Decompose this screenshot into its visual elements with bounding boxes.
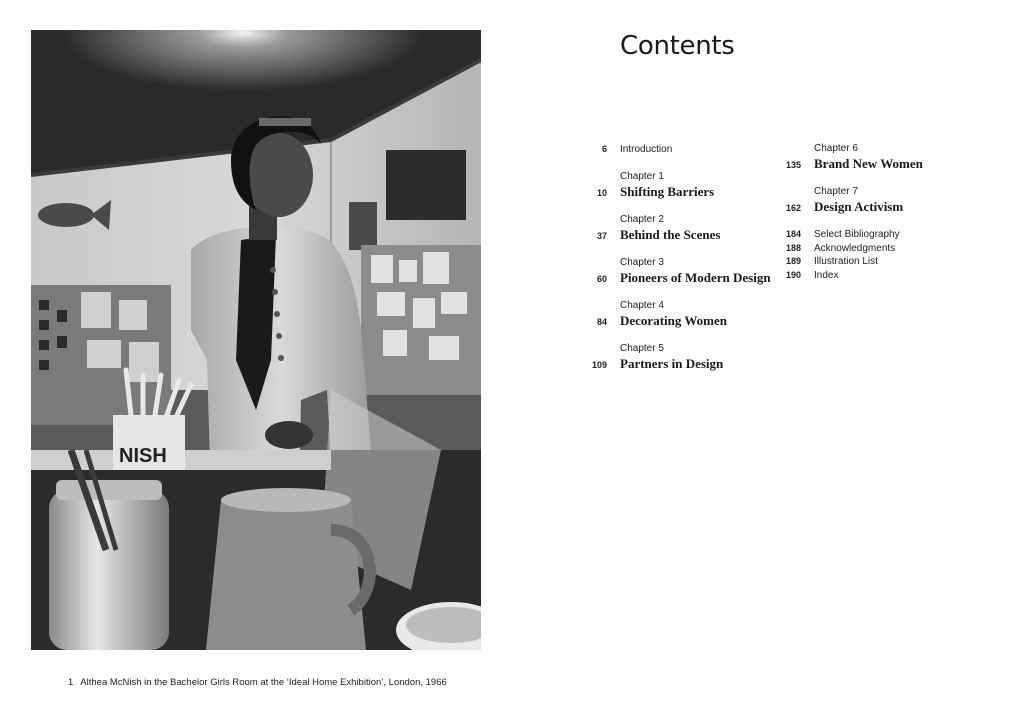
toc-entry-bibliography[interactable] [779,228,979,242]
chapter-kicker: Chapter 7 [814,186,858,197]
toc-page-number: 135 [785,160,801,170]
chapter-title: Design Activism [814,199,904,214]
chapter-kicker: Chapter 5 [620,343,664,354]
chapter-title: Decorating Women [620,313,727,328]
toc-label: Illustration List [814,256,878,267]
toc-page-number: 10 [596,188,607,198]
toc-page-number: 109 [591,360,607,370]
chapter-kicker: Chapter 4 [620,300,664,311]
toc-page-number: 60 [596,274,607,284]
page-title: Contents [620,31,735,61]
toc-page-number: 188 [785,242,801,253]
chapter-title: Behind the Scenes [620,227,721,242]
toc-chapter-1[interactable] [585,170,775,200]
toc-page-number: 184 [785,229,801,239]
toc-entry-illustration-list[interactable] [779,255,979,269]
toc-chapter-3[interactable] [585,256,775,286]
toc-label: Acknowledgments [814,242,896,254]
toc-chapter-2[interactable] [585,213,775,243]
toc-page-number: 162 [785,203,801,213]
toc-entry-introduction[interactable] [585,142,775,157]
chapter-kicker: Chapter 3 [620,257,664,268]
toc-page-number: 189 [785,256,801,266]
photo-caption [68,677,447,688]
chapter-title: Shifting Barriers [620,184,715,199]
chapter-kicker: Chapter 1 [620,171,664,182]
toc-page-number: 37 [596,231,607,241]
chapter-title: Pioneers of Modern Design [620,270,771,285]
toc-page-number: 6 [601,144,607,154]
toc-label: Index [814,269,839,281]
toc-page-number: 190 [785,269,801,280]
chapter-kicker: Chapter 6 [814,143,858,154]
toc-chapter-4[interactable] [585,299,775,329]
toc-entry-acknowledgments[interactable] [779,242,979,256]
toc-label: Introduction [620,144,673,155]
jar-label: NISH [119,445,167,467]
chapter-kicker: Chapter 2 [620,214,664,225]
toc-label: Select Bibliography [814,229,900,240]
caption-number: 1 [68,677,74,688]
toc-entry-index[interactable] [779,269,979,283]
toc-column-2 [779,142,979,282]
photograph-illustration [31,30,481,650]
toc-column-1 [585,142,775,385]
chapter-title: Partners in Design [620,356,724,371]
chapter-title: Brand New Women [814,156,923,171]
cover-photograph [31,30,481,650]
toc-chapter-5[interactable] [585,342,775,372]
toc-chapter-6[interactable] [779,142,979,172]
toc-chapter-7[interactable] [779,185,979,215]
caption-text: Althea McNish in the Bachelor Girls Room at the ‘Ideal Home Exhibition’, London, 1966 [80,677,447,688]
toc-page-number: 84 [596,317,607,327]
